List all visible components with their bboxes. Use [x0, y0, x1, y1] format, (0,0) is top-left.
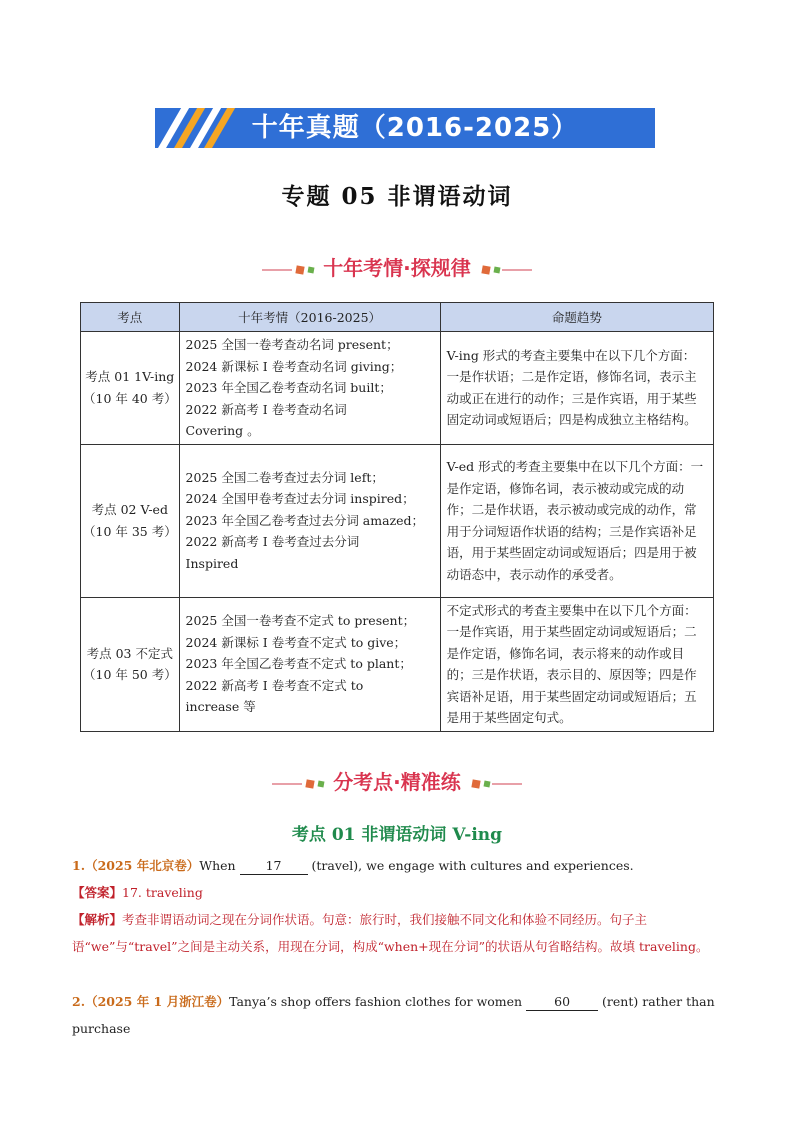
decor-square-icon — [308, 266, 315, 273]
answer-blank[interactable]: 17 — [240, 858, 308, 875]
trend-cell: V-ed 形式的考查主要集中在以下几个方面：一是作定语，修饰名词，表示被动或完成的动作；二是作状语，表示被动或完成的动作，常用于分词短语作状语的结构；三是作宾语补足语，用于某些固定动词或短语后；四是用于被动语态中，表示动作的承受者。 — [440, 444, 713, 597]
column-header: 考点 — [81, 303, 180, 332]
decor-square-icon — [306, 779, 315, 788]
stem-text: When — [199, 858, 240, 873]
point-cell — [81, 597, 180, 731]
stem-text: (rent) rather than purchase — [72, 994, 715, 1036]
history-line: 2023 年全国乙卷考查过去分词 amazed； — [185, 512, 425, 528]
point-name: 考点 01 1V-ing — [85, 369, 175, 385]
history-cell — [179, 597, 440, 731]
section-title: 十年考情·探规律 — [323, 256, 471, 280]
answer-blank[interactable]: 60 — [526, 994, 598, 1011]
answer-tag: 【答案】 — [72, 885, 123, 900]
analysis-block — [72, 906, 732, 960]
history-line: 2024 新课标 I 卷考查动名词 giving； — [185, 358, 403, 374]
analysis-text: 考查非谓语动词之现在分词作状语。句意：旅行时，我们接触不同文化和体验不同经历。句子主语“we”与“travel”之间是主动关系，用现在分词，构成“when+现在分词”的状语从句省略结构。故填 traveling。 — [72, 912, 709, 954]
history-line: 2022 新高考 I 卷考查过去分词 — [185, 534, 360, 550]
decor-square-icon — [481, 265, 490, 274]
answer-line — [72, 879, 732, 906]
history-line: 2025 全国一卷考查不定式 to present； — [185, 613, 416, 629]
point-cell — [81, 332, 180, 445]
history-cell — [179, 332, 440, 445]
history-line: 2024 新课标 I 卷考查不定式 to give； — [185, 634, 407, 650]
question-number: 1. — [72, 858, 86, 873]
history-line: 2022 新高考 I 卷考查动名词 — [185, 401, 347, 417]
question-1 — [72, 852, 732, 960]
column-header: 命题趋势 — [440, 303, 713, 332]
history-cell — [179, 444, 440, 597]
point-count: （10 年 50 考） — [83, 667, 177, 682]
analysis-tag: 【解析】 — [72, 912, 123, 927]
column-header: 十年考情（2016-2025） — [179, 303, 440, 332]
trend-cell: V-ing 形式的考查主要集中在以下几个方面：一是作状语；二是作定语，修饰名词，表示主动或正在进行的动作；三是作宾语，用于某些固定动词或短语后；四是构成独立主格结构。 — [440, 332, 713, 445]
trend-cell: 不定式形式的考查主要集中在以下几个方面：一是作宾语，用于某些固定动词或短语后；二是作定语，修饰名词，表示将来的动作或目的；三是作状语，表示目的、原因等；四是作宾语补足语，用于某些固定动词或短语后；五是用于某些固定句式。 — [440, 597, 713, 731]
banner-title: 十年真题（2016-2025） — [251, 113, 579, 143]
history-line: 2024 全国甲卷考查过去分词 inspired； — [185, 491, 415, 507]
divider-line — [262, 269, 292, 271]
section-heading-trends — [0, 252, 794, 281]
divider-line — [502, 269, 532, 271]
question-number: 2. — [72, 994, 86, 1009]
section-heading-practice — [0, 766, 794, 795]
stem-text: (travel), we engage with cultures and experiences. — [307, 858, 634, 873]
decor-square-icon — [493, 266, 500, 273]
table-row — [81, 332, 714, 445]
divider-line — [492, 783, 522, 785]
history-line: Covering 。 — [185, 423, 260, 438]
question-source: （2025 年 1 月浙江卷） — [85, 994, 230, 1009]
point-count: （10 年 35 考） — [83, 523, 177, 539]
point-name: 考点 03 不定式 — [86, 645, 173, 661]
stem-text: Tanya’s shop offers fashion clothes for women — [229, 994, 527, 1009]
divider-line — [272, 783, 302, 785]
exam-trend-table — [80, 302, 714, 732]
decor-square-icon — [296, 265, 305, 274]
table-row — [81, 444, 714, 597]
question-stem — [72, 852, 732, 879]
decor-square-icon — [483, 780, 490, 787]
history-line: 2022 新高考 I 卷考查不定式 to — [185, 677, 364, 693]
history-line: 2025 全国一卷考查动名词 present； — [185, 337, 399, 352]
history-line: 2025 全国二卷考查过去分词 left； — [185, 469, 384, 485]
history-line: 2023 年全国乙卷考查动名词 built； — [185, 380, 392, 395]
answer-text: 17. traveling — [122, 885, 203, 900]
section-title: 分考点·精准练 — [333, 770, 461, 794]
title-banner — [155, 108, 655, 148]
history-line: increase 等 — [185, 699, 256, 715]
decor-square-icon — [471, 779, 480, 788]
question-source: （2025 年北京卷） — [85, 858, 200, 873]
exam-point-title: 考点 01 非谓语动词 V-ing — [291, 825, 503, 845]
topic-title: 专题 05 非谓语动词 — [281, 183, 513, 210]
table-header-row — [81, 303, 714, 332]
point-name: 考点 02 V-ed — [91, 502, 168, 517]
point-cell — [81, 444, 180, 597]
question-2 — [72, 988, 732, 1042]
history-line: Inspired — [185, 555, 239, 571]
history-line: 2023 年全国乙卷考查不定式 to plant； — [185, 656, 412, 672]
table-row — [81, 597, 714, 731]
point-count: （10 年 40 考） — [83, 390, 177, 406]
decor-square-icon — [318, 780, 325, 787]
